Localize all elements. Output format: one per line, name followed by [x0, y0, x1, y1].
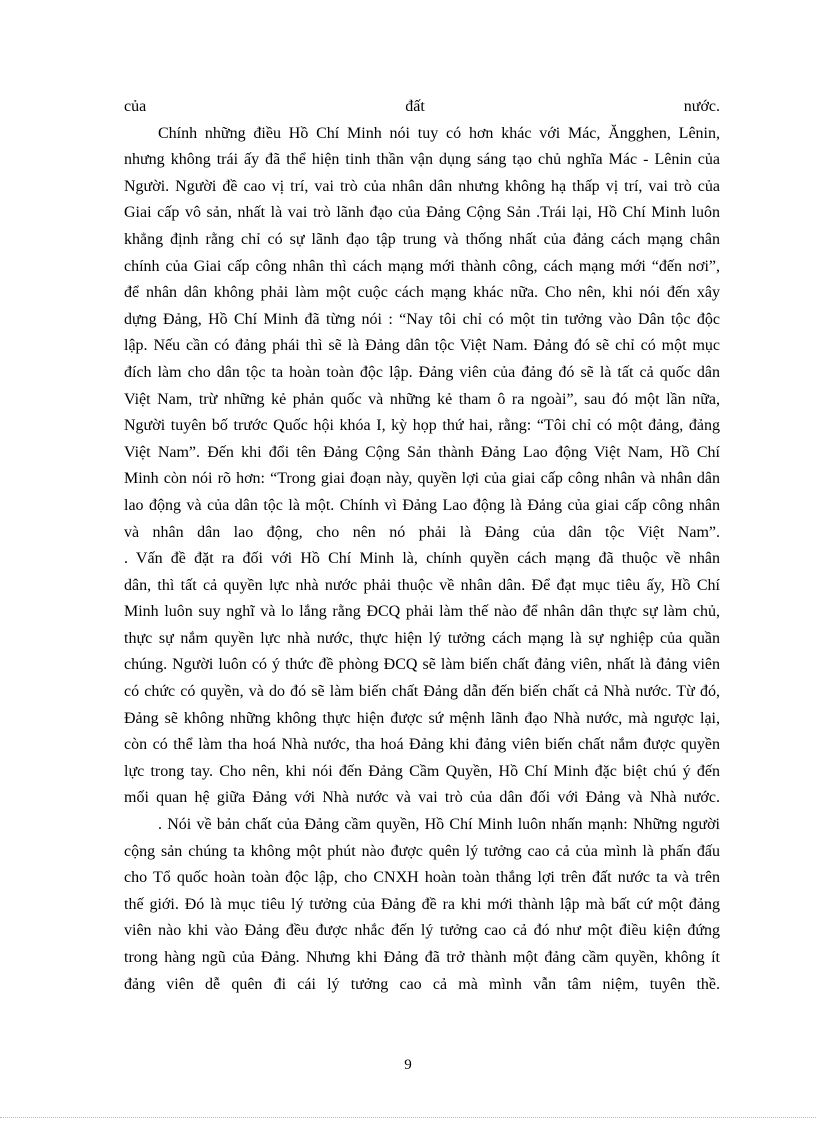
text-line: chính của Giai cấp công nhân thì cách mạng mới thành công, cách mạng mới “đến nơi”, [124, 257, 720, 275]
text-line: Đảng sẽ không những không thực hiện được sứ mệnh lãnh đạo Nhà nước, mà ngược lại, [124, 709, 720, 727]
text-line: . Nói về bản chất của Đảng cầm quyền, Hồ Chí Minh luôn nhấn mạnh: Những người [158, 816, 720, 834]
body-text [124, 94, 720, 998]
text-line: còn có thể làm tha hoá Nhà nước, tha hoá Đảng khi đảng viên biến chất nắm được quyền [124, 736, 720, 754]
text-line: dựng Đảng, Hồ Chí Minh đã từng nói : “Nay tôi chỉ có một tin tưởng vào Dân tộc độc [124, 310, 720, 328]
text-line: Việt Nam”. Đến khi đổi tên Đảng Cộng Sản thành Đảng Lao động Việt Nam, Hồ Chí [124, 443, 720, 461]
text-line: mối quan hệ giữa Đảng với Nhà nước và vai trò của dân đối với Đảng và Nhà nước. [124, 789, 720, 807]
text-line: Việt Nam, trừ những kẻ phản quốc và những kẻ tham ô ra ngoài”, sau đó một lần nữa, [124, 390, 720, 408]
text-line: trong hàng ngũ của Đảng. Nhưng khi Đảng đã trở thành một đảng cầm quyền, không ít [124, 949, 720, 966]
text-line: có chức có quyền, và do đó sẽ làm biến chất Đảng dẫn đến biến chất cả Nhà nước. Từ đó, [124, 683, 720, 701]
text-line: dân, thì tất cả quyền lực nhà nước phải thuộc về nhân dân. Để đạt mục tiêu ấy, Hồ Chí [124, 576, 720, 594]
page-number: 9 [404, 1057, 412, 1073]
text-line: của đất nước. [124, 98, 720, 115]
text-line: viên nào khi vào Đảng đều được nhắc đến lý tưởng cao cả đó như một điều kiện đứng [124, 922, 720, 940]
text-line: lao động và của dân tộc là một. Chính vì Đảng Lao động là Đảng của giai cấp công nhân [124, 496, 720, 514]
text-line: Minh luôn suy nghĩ và lo lắng rằng ĐCQ phải làm thế nào để nhân dân thực sự làm chủ, [124, 603, 720, 621]
text-line: lực trong tay. Cho nên, khi nói đến Đảng Cầm Quyền, Hồ Chí Minh đặc biệt chú ý đến [124, 762, 720, 780]
text-line: thế giới. Đó là mục tiêu lý tưởng của Đảng đề ra khi mới thành lập mà bất cứ một đảng [124, 895, 720, 913]
text-line: đảng viên dễ quên đi cái lý tưởng cao cả mà mình vẫn tâm niệm, tuyên thề. [124, 975, 720, 993]
text-line: Người. Người đề cao vị trí, vai trò của nhân dân nhưng không hạ thấp vị trí, vai trò của [124, 177, 720, 195]
text-line: . Vấn đề đặt ra đối với Hồ Chí Minh là, chính quyền cách mạng đã thuộc về nhân [124, 550, 720, 568]
text-line: chúng. Người luôn có ý thức đề phòng ĐCQ sẽ làm biến chất đảng viên, nhất là đảng viên [124, 656, 720, 674]
page-bottom-divider [0, 1117, 816, 1118]
text-line: đích làm cho dân tộc ta hoàn toàn độc lập. Đảng viên của đảng đó sẽ là tất cả quốc dân [124, 363, 720, 381]
text-line: lập. Nếu cần có đảng phái thì sẽ là Đảng dân tộc Việt Nam. Đảng đó sẽ chỉ có một mục [124, 337, 720, 355]
text-line: Minh còn nói rõ hơn: “Trong giai đoạn này, quyền lợi của giai cấp công nhân và nhân dân [124, 470, 720, 488]
text-line: thực sự nắm quyền lực nhà nước, thực hiện lý tưởng cách mạng là sự nghiệp của quần [124, 629, 720, 647]
text-line: và nhân dân lao động, cho nên nó phải là Đảng của dân tộc Việt Nam”. [124, 523, 720, 541]
text-line: Chính những điều Hồ Chí Minh nói tuy có hơn khác với Mác, Ăngghen, Lênin, [158, 124, 720, 142]
text-line: cho Tổ quốc hoàn toàn độc lập, cho CNXH hoàn toàn thắng lợi trên đất nước ta và trên [124, 869, 720, 887]
text-line: để nhân dân không phải làm một cuộc cách mạng khác nữa. Cho nên, khi nói đến xây [124, 284, 720, 302]
text-line: Người tuyên bố trước Quốc hội khóa I, kỳ họp thứ hai, rằng: “Tôi chỉ có một đảng, đảng [124, 417, 720, 435]
text-line: khẳng định rằng chỉ có sự lãnh đạo tập trung và thống nhất của đảng cách mạng chân [124, 230, 720, 248]
text-line: nhưng không trái ấy đã thể hiện tinh thần vận dụng sáng tạo chủ nghĩa Mác - Lênin của [124, 151, 720, 169]
text-line: cộng sản chúng ta không một phút nào được quên lý tưởng cao cả của mình là phấn đấu [124, 842, 720, 860]
text-line: Giai cấp vô sản, nhất là vai trò lãnh đạo của Đảng Cộng Sản .Trái lại, Hồ Chí Minh luôn [124, 204, 720, 222]
